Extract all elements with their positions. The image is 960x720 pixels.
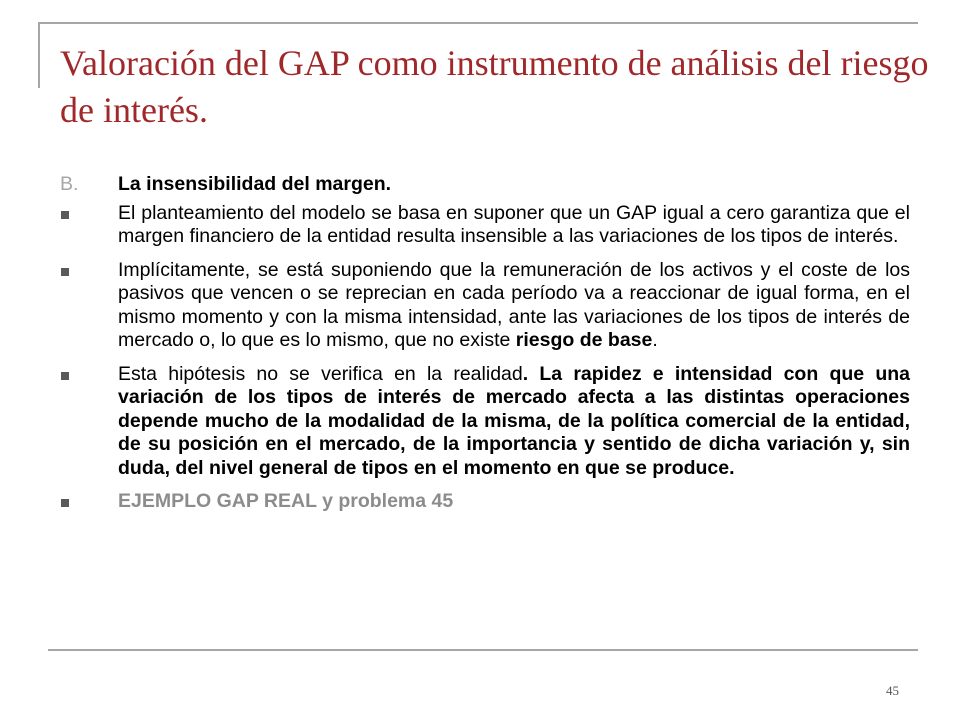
square-bullet-icon xyxy=(61,372,69,380)
bullet-text: El planteamiento del modelo se basa en suponer que un GAP igual a cero garantiza que el margen financiero de la entidad resulta insensible a las variaciones de los tipos de interés. xyxy=(118,201,910,247)
bullet-text: Esta hipótesis no se verifica en la realidad xyxy=(118,362,523,385)
top-rule xyxy=(38,22,918,24)
left-rule xyxy=(38,22,40,88)
bullet-bold-text: . La rapidez e intensidad con que una variación de los tipos de interés de mercado afecta a las distintas operaciones depende mucho de la modalidad de la misma, de la política comercial de la entidad, de su posición en el mercado, de la importancia y sentido de dicha variación y, sin duda, del nivel general de tipos en el momento en que se produce. xyxy=(118,362,910,479)
section-heading xyxy=(60,173,910,197)
bullet-item-3 xyxy=(60,363,910,481)
bullet-item-2 xyxy=(60,259,910,353)
page-number: 45 xyxy=(886,683,899,698)
slide-body xyxy=(60,173,910,524)
bullet-item-4[interactable] xyxy=(60,490,910,514)
square-bullet-icon xyxy=(61,499,69,507)
bullet-end-text: . xyxy=(652,329,658,351)
bottom-rule xyxy=(48,649,918,651)
section-heading-text: La insensibilidad del margen. xyxy=(118,173,392,195)
bullet-bold-text: riesgo de base xyxy=(515,329,653,351)
bullet-item-1 xyxy=(60,202,910,249)
square-bullet-icon xyxy=(61,268,69,276)
square-bullet-icon xyxy=(61,211,69,219)
slide-title: Valoración del GAP como instrumento de análisis del riesgo de interés. xyxy=(60,43,929,130)
bullet-text: Implícitamente, se está suponiendo que la remuneración de los activos y el coste de los pasivos que vencen o se reprecian en cada período va a reaccionar de igual forma, en el mismo momento y con la misma intensidad, ante las variaciones de los tipos de interés de mercado o, lo que es lo mismo, que no existe xyxy=(118,258,910,351)
example-link[interactable]: EJEMPLO GAP REAL y problema 45 xyxy=(118,490,454,512)
section-letter: B. xyxy=(60,173,79,195)
